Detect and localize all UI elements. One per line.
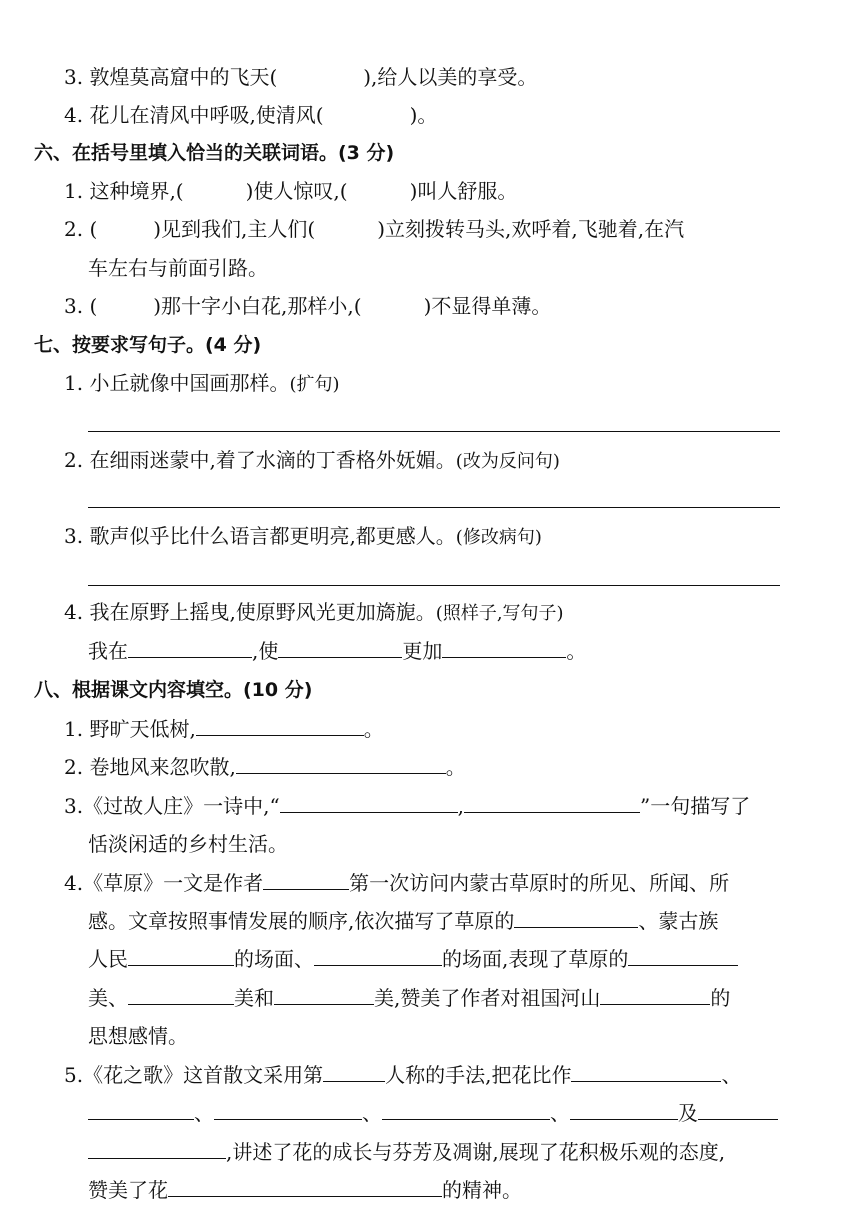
s8-question-4-line2: 感。文章按照事情发展的顺序,依次描写了草原的 、蒙古族 [88, 909, 719, 933]
s8-question-5-line3: ,讲述了花的成长与芬芳及凋谢,展现了花积极乐观的态度, [88, 1138, 725, 1166]
answer-blank[interactable] [570, 1101, 678, 1120]
answer-blank[interactable] [168, 1178, 442, 1197]
answer-blank[interactable] [442, 639, 566, 658]
s8-question-3-cont: 恬淡闲适的乡村生活。 [88, 832, 288, 856]
answer-blank[interactable] [214, 1101, 362, 1120]
answer-blank[interactable] [128, 639, 252, 658]
s8-question-3: 3.《过故人庄》一诗中,“ , ”一句描写了 [64, 794, 751, 818]
s8-question-2: 2. 卷地风来忽吹散, 。 [64, 755, 466, 779]
s6-question-2: 2. ( )见到我们,主人们( )立刻拨转马头,欢呼着,飞驰着,在汽 [64, 217, 685, 241]
answer-blank[interactable] [196, 717, 364, 736]
s8-question-4: 4.《草原》一文是作者 第一次访问内蒙古草原时的所见、所闻、所 [64, 871, 730, 895]
s7-question-1: 1. 小丘就像中国画那样。(扩句) [64, 371, 340, 395]
answer-blank[interactable] [323, 1063, 385, 1082]
s8-question-1: 1. 野旷天低树, 。 [64, 717, 384, 741]
s8-question-4-line5: 思想感情。 [88, 1024, 188, 1048]
s8-question-5-line2: 、 、 、 及 [88, 1099, 778, 1127]
s8-question-4-line4: 美、 美和 美,赞美了作者对祖国河山 的 [88, 986, 731, 1010]
s8-question-4-line3: 人民 的场面、 的场面,表现了草原的 [88, 945, 738, 973]
answer-blank[interactable] [128, 986, 234, 1005]
answer-blank[interactable] [464, 794, 640, 813]
answer-line[interactable] [88, 431, 780, 432]
answer-blank[interactable] [278, 639, 402, 658]
answer-line[interactable] [88, 507, 780, 508]
answer-blank[interactable] [600, 986, 710, 1005]
s6-question-3: 3. ( )那十字小白花,那样小,( )不显得单薄。 [64, 294, 552, 318]
s7-question-4: 4. 我在原野上摇曳,使原野风光更加旖旎。(照样子,写句子) [64, 600, 564, 624]
s8-question-5-line4: 赞美了花 的精神。 [88, 1178, 522, 1202]
answer-blank[interactable] [571, 1063, 721, 1082]
answer-line[interactable] [88, 585, 780, 586]
s7-question-2: 2. 在细雨迷蒙中,着了水滴的丁香格外妩媚。(改为反问句) [64, 448, 560, 472]
s6-question-1: 1. 这种境界,( )使人惊叹,( )叫人舒服。 [64, 179, 518, 203]
answer-blank[interactable] [314, 947, 442, 966]
s5-question-3: 3. 敦煌莫高窟中的飞天( ),给人以美的享受。 [64, 65, 538, 89]
answer-blank[interactable] [128, 947, 234, 966]
answer-blank[interactable] [274, 986, 374, 1005]
answer-blank[interactable] [280, 794, 458, 813]
s7-question-3: 3. 歌声似乎比什么语言都更明亮,都更感人。(修改病句) [64, 524, 542, 548]
section-8-title: 八、根据课文内容填空。(10 分) [34, 679, 313, 701]
answer-blank[interactable] [263, 871, 349, 890]
answer-blank[interactable] [88, 1140, 226, 1159]
answer-blank[interactable] [382, 1101, 550, 1120]
answer-blank[interactable] [628, 947, 738, 966]
section-7-title: 七、按要求写句子。(4 分) [34, 334, 262, 356]
answer-blank[interactable] [236, 755, 446, 774]
s8-question-5: 5.《花之歌》这首散文采用第 人称的手法,把花比作 、 [64, 1063, 742, 1087]
answer-blank[interactable] [698, 1101, 778, 1120]
section-6-title: 六、在括号里填入恰当的关联词语。(3 分) [34, 142, 395, 164]
s5-question-4: 4. 花儿在清风中呼吸,使清风( )。 [64, 103, 438, 127]
s7-question-4-pattern: 我在 ,使 更加 。 [88, 639, 587, 663]
answer-blank[interactable] [514, 909, 638, 928]
answer-blank[interactable] [88, 1101, 194, 1120]
s6-question-2-cont: 车左右与前面引路。 [88, 256, 268, 280]
